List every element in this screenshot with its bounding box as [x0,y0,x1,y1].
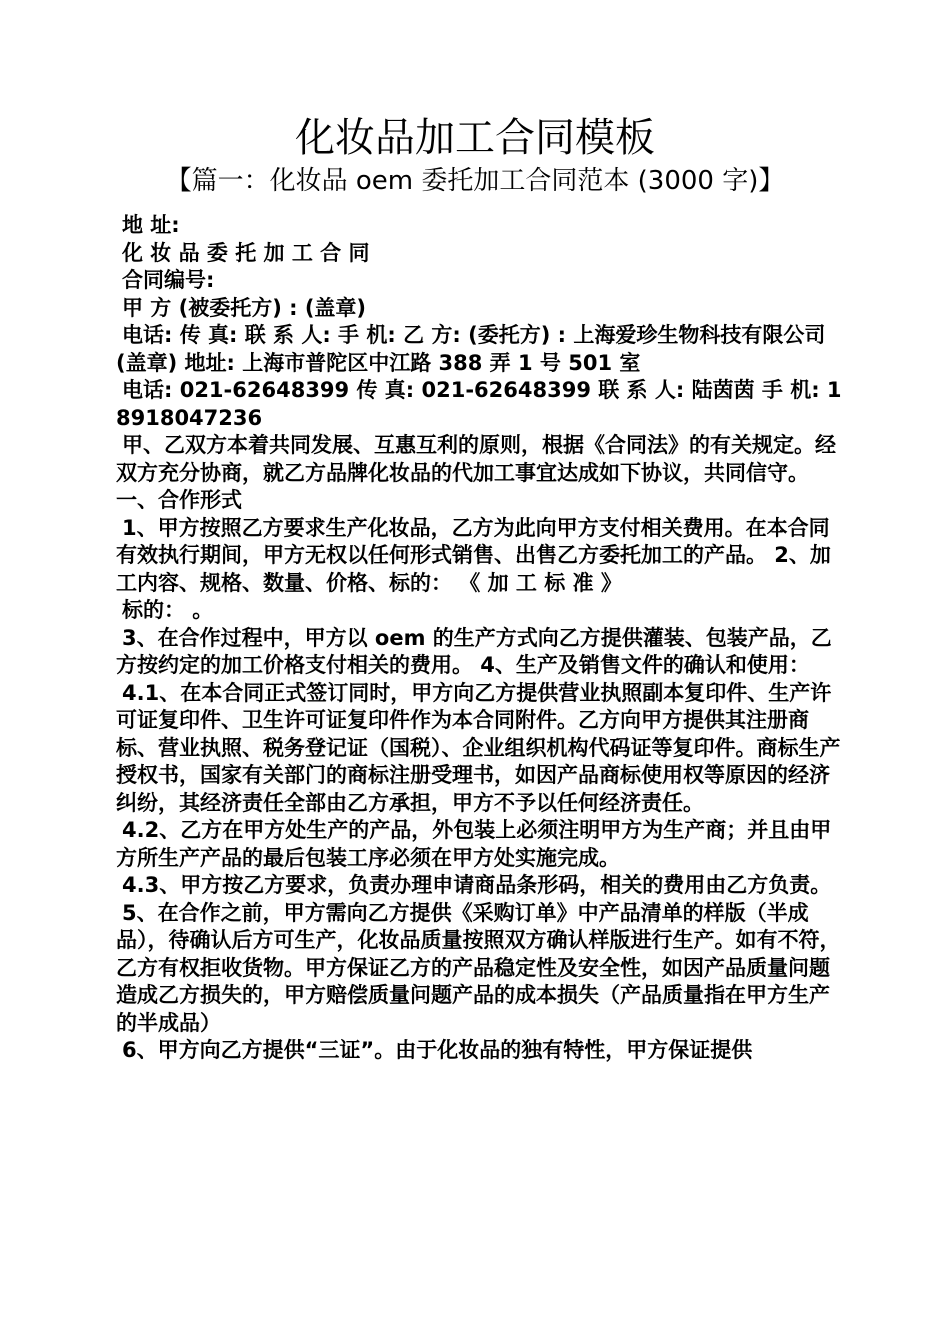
document-subtitle: 【篇一：化妆品 oem 委托加工合同范本 (3000 字)】 [165,166,785,196]
paragraph-clause-3: 3、在合作过程中，甲方以 oem 的生产方式向乙方提供灌装、包装产品，乙方按约定的加工价格支付相关的费用。 4、生产及销售文件的确认和使用： [116,625,832,677]
paragraph-contract-heading: 化 妆 品 委 托 加 工 合 同 [122,240,370,265]
paragraph-party-b: 电话: 传 真: 联 系 人: 手 机: 乙 方: (委托方) : 上海爱珍生物科技有限公司 (盖章) 地址: 上海市普陀区中江路 388 弄 1 号 501 室 [116,323,826,375]
paragraph-clause-6: 6、甲方向乙方提供“三证”。由于化妆品的独有特性，甲方保证提供 [122,1038,753,1062]
paragraph-clause-4-3: 4.3、甲方按乙方要求，负责办理申请商品条形码，相关的费用由乙方负责。 [122,873,832,897]
paragraph-clause-4-1: 4.1、在本合同正式签订同时，甲方向乙方提供营业执照副本复印件、生产许可证复印件、卫生许可证复印件作为本合同附件。乙方向甲方提供其注册商标、营业执照、税务登记证（国税）、企业组织机构代码证等复印件。商标生产授权书，国家有关部门的商标注册受理书，如因产品商标使用权等原因的经济纠纷，其经济责任全部由乙方承担，甲方不予以任何经济责任。 [116,680,841,815]
paragraph-contract-number: 合同编号: [122,268,215,292]
paragraph-clause-4-2: 4.2、乙方在甲方处生产的产品，外包装上必须注明甲方为生产商；并且由甲方所生产产品的最后包装工序必须在甲方处实施完成。 [116,818,832,870]
paragraph-party-a: 甲 方 (被委托方) : (盖章) [122,295,367,320]
paragraph-clause-5: 5、在合作之前，甲方需向乙方提供《采购订单》中产品清单的样版（半成品），待确认后方可生产，化妆品质量按照双方确认样版进行生产。如有不符，乙方有权拒收货物。甲方保证乙方的产品稳定性及安全性，如因产品质量问题造成乙方损失的，甲方赔偿质量问题产品的成本损失（产品质量指在甲方生产的半成品） [116,900,841,1035]
paragraph-subject: 标的： 。 [122,598,214,622]
paragraph-party-b-contact: 电话: 021-62648399 传 真: 021-62648399 联 系 人: 陆茵茵 手 机: 18918047236 [116,378,842,430]
document-title: 化妆品加工合同模板 [295,115,655,161]
paragraph-preamble: 甲、乙双方本着共同发展、互惠互利的原则，根据《合同法》的有关规定。经双方充分协商，就乙方品牌化妆品的代加工事宜达成如下协议，共同信守。 一、合作形式 [116,433,836,512]
document-body [116,212,844,1065]
paragraph-clause-1: 1、甲方按照乙方要求生产化妆品，乙方为此向甲方支付相关费用。在本合同有效执行期间，甲方无权以任何形式销售、出售乙方委托加工的产品。 2、加工内容、规格、数量、价格、标的： 《 加 工 标 准 》 [116,515,831,595]
paragraph-address: 地 址: [122,213,180,237]
